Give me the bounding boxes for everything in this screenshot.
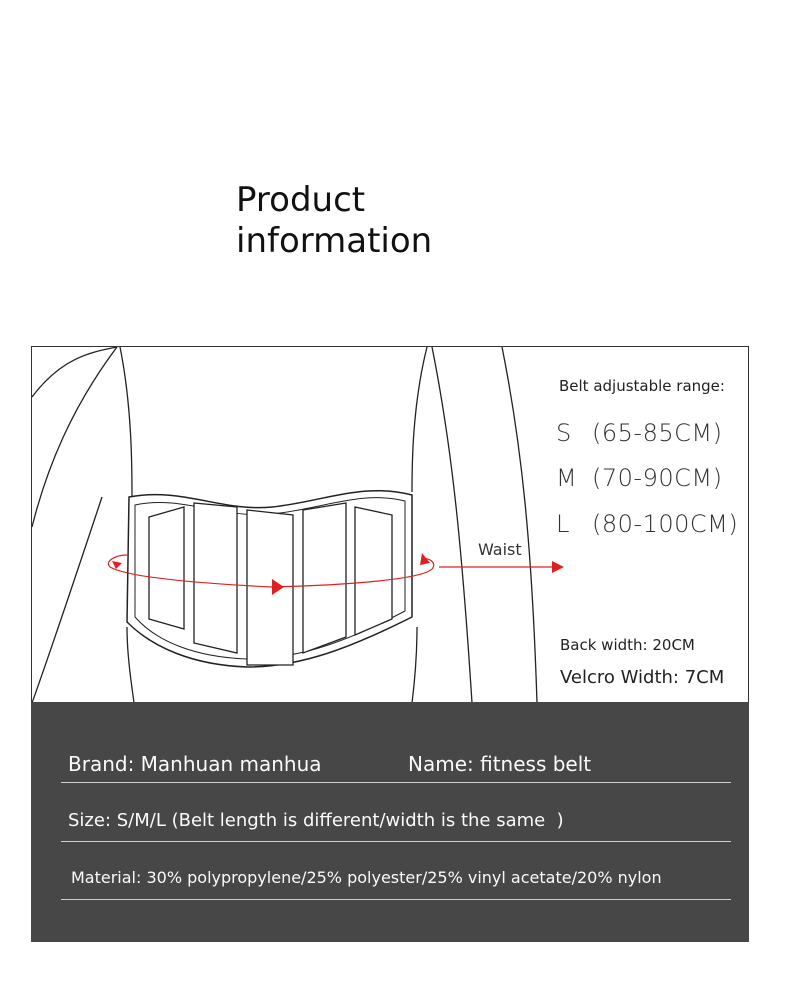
range-title: Belt adjustable range:: [559, 377, 725, 395]
right-hip-line: [412, 627, 417, 702]
info-panel: [31, 702, 749, 942]
product-diagram: [31, 346, 749, 702]
waist-arrow-head-outer: [552, 561, 564, 573]
divider-1: [61, 782, 731, 783]
size-letter: M: [556, 464, 578, 492]
size-range: (70-90CM): [592, 464, 723, 492]
name-text: Name: fitness belt: [408, 752, 592, 776]
back-width-label: Back width: 20CM: [560, 636, 695, 654]
size-row-s: [556, 419, 722, 447]
belt-panel-4: [303, 503, 346, 653]
left-arm-lower-line: [32, 497, 102, 702]
size-range: (65-85CM): [592, 419, 723, 447]
left-shoulder-line: [32, 347, 117, 397]
material-text: Material: 30% polypropylene/25% polyester/25% vinyl acetate/20% nylon: [71, 868, 662, 887]
left-hip-line: [127, 627, 134, 702]
right-arm-outer-line: [502, 347, 537, 702]
size-text: Size: S/M/L (Belt length is different/width is the same ): [68, 810, 564, 831]
size-letter: S: [556, 419, 572, 447]
right-arm-inner-line: [432, 347, 472, 702]
velcro-width-label: Velcro Width: 7CM: [560, 667, 725, 688]
left-arm-outer-line: [32, 347, 117, 527]
waist-arrow-head-left: [112, 561, 122, 569]
left-torso-upper-line: [120, 347, 132, 497]
divider-3: [61, 899, 731, 900]
divider-2: [61, 841, 731, 842]
brand-text: Brand: Manhuan manhua: [68, 752, 322, 776]
belt-panel-5: [355, 507, 392, 635]
size-letter: L: [556, 510, 570, 538]
page-title: Product information: [236, 180, 433, 261]
size-range: (80-100CM): [592, 510, 739, 538]
belt-panel-2: [194, 503, 237, 653]
waist-label: Waist: [478, 540, 522, 559]
size-row-l: [556, 510, 738, 538]
belt-panel-1: [149, 507, 184, 629]
right-torso-upper-line: [412, 347, 427, 492]
size-row-m: [556, 464, 722, 492]
